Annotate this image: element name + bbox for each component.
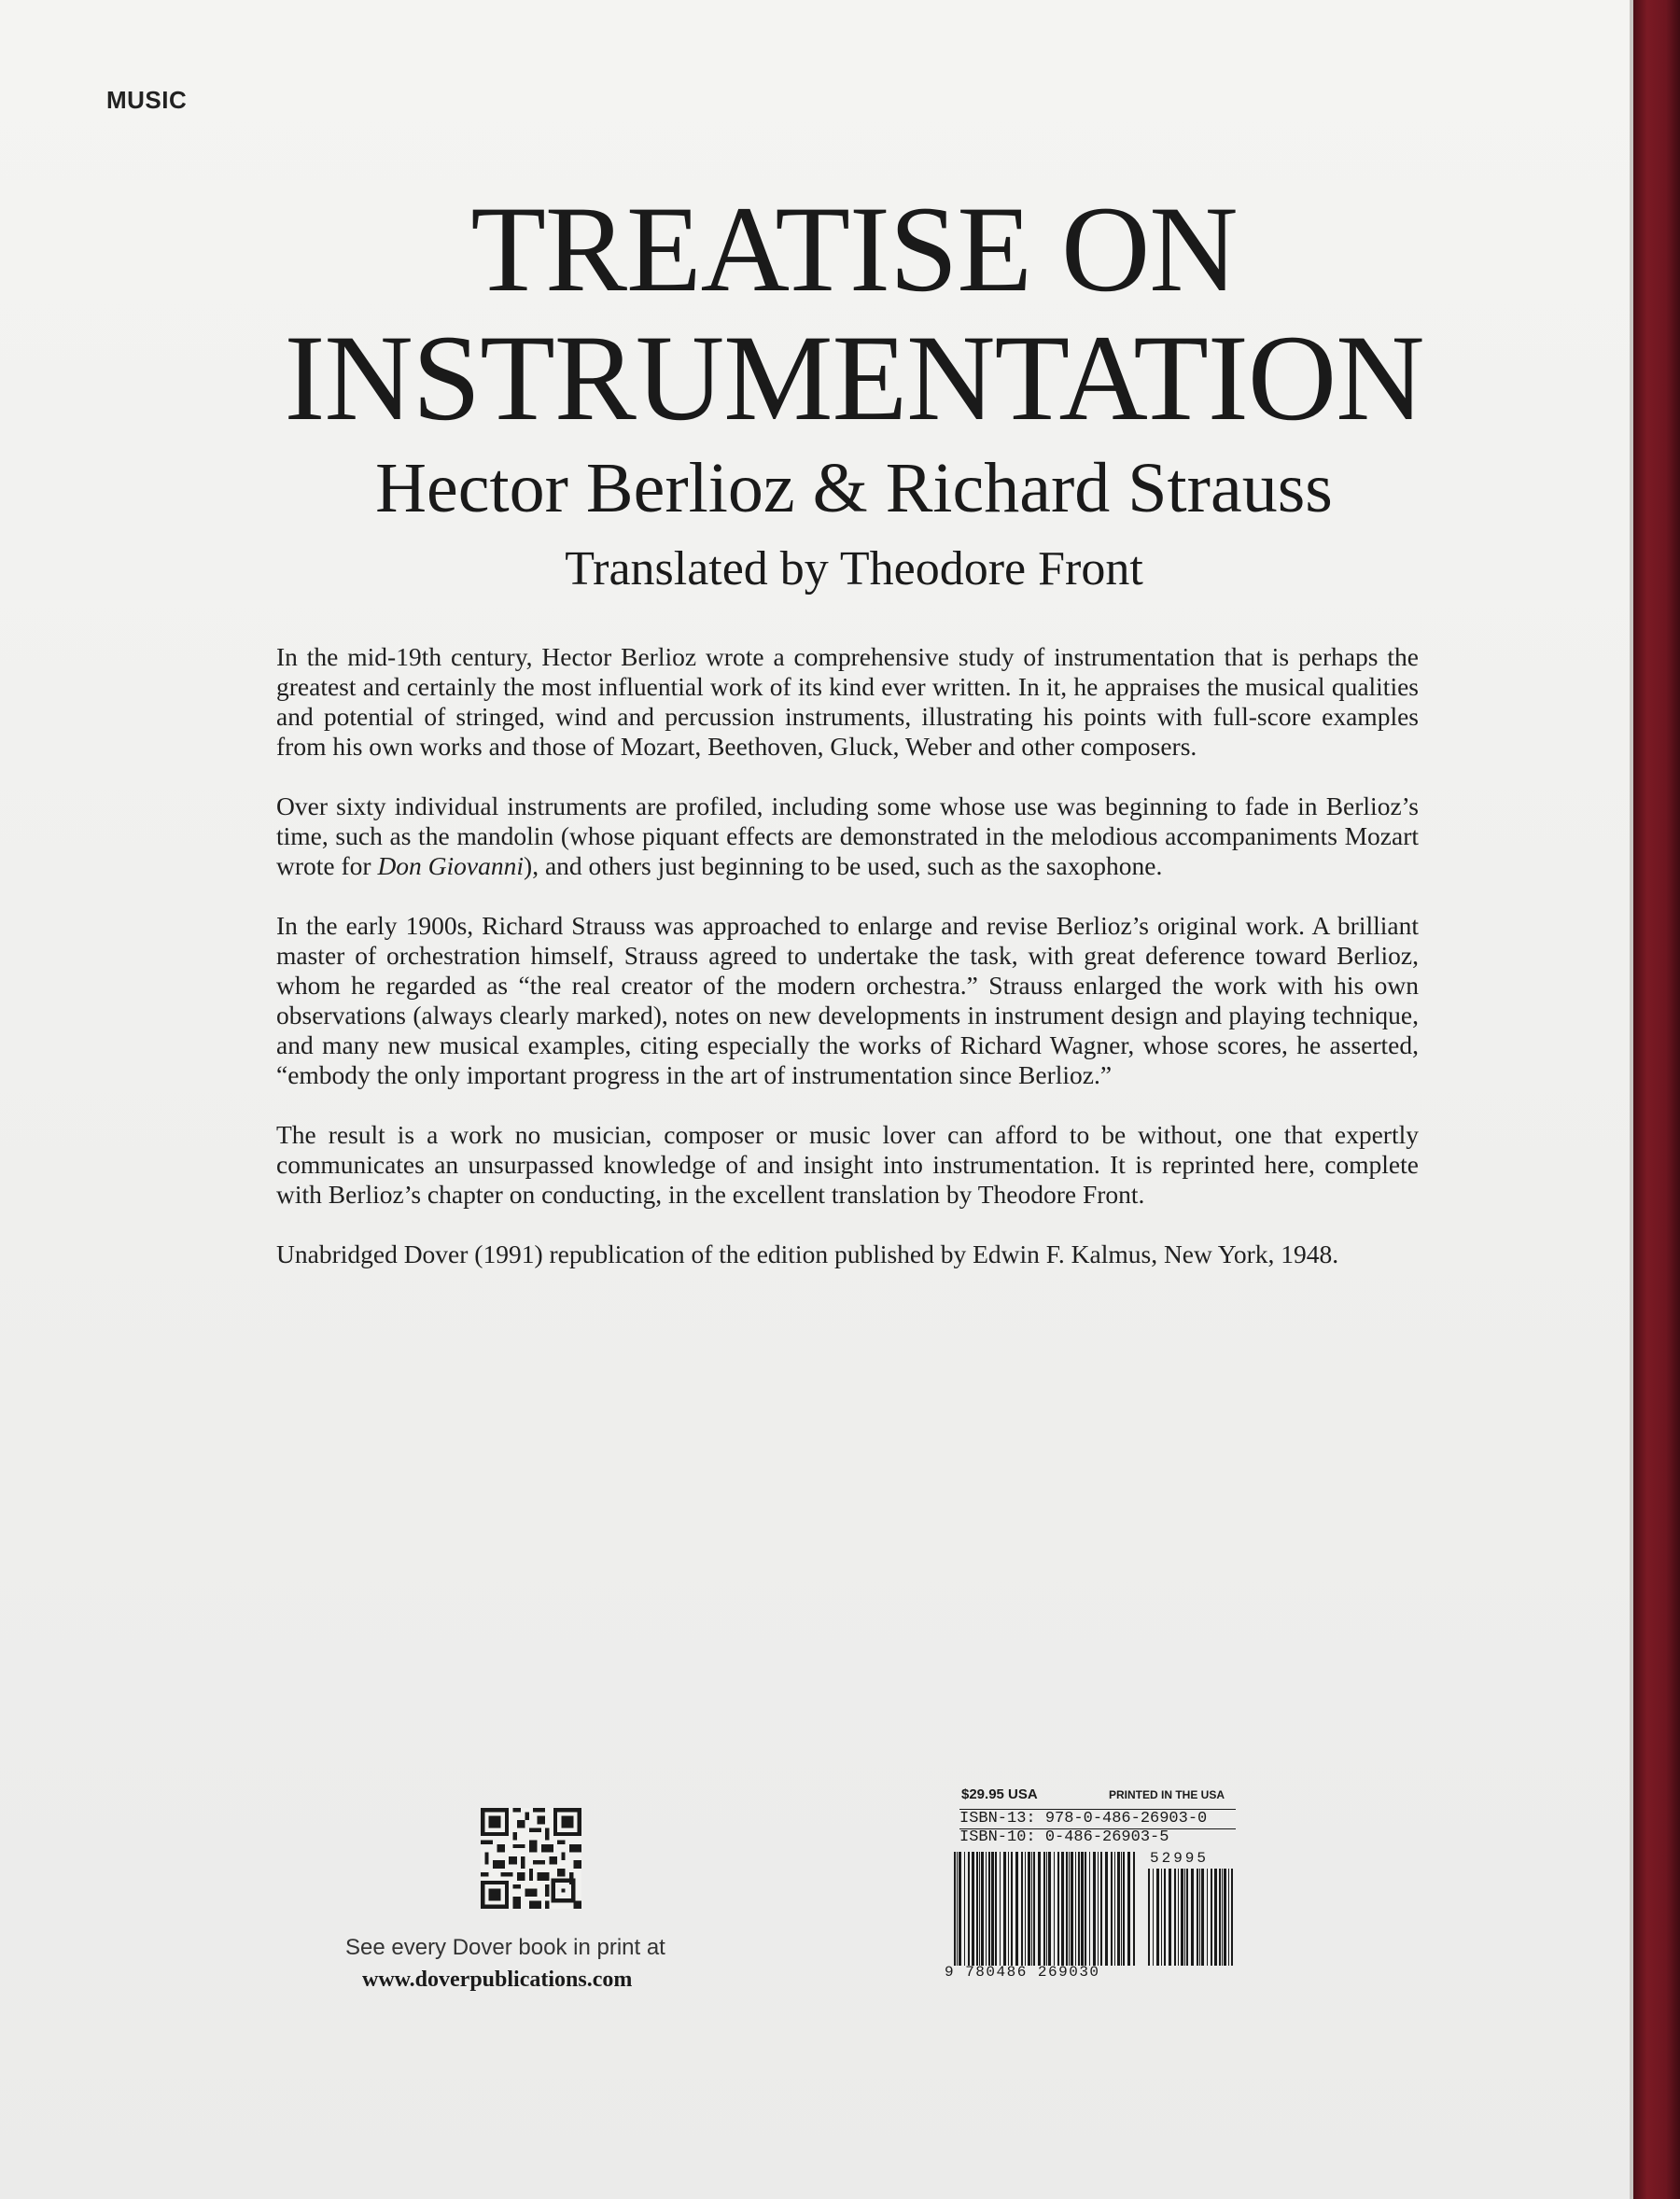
- p2-text-before: Over sixty individual instruments are profiled, including some whose use was beginning to fade in Berlioz’s time, such as the mandolin (whose piquant effects are demonstrated in the melodious accompaniments Mozart wrote for: [276, 791, 1419, 880]
- isbn-13: ISBN-13: 978-0-486-26903-0: [959, 1809, 1236, 1829]
- dover-promo-text: See every Dover book in print at: [345, 1935, 665, 1960]
- description-paragraph-5: Unabridged Dover (1991) republication of the edition published by Edwin F. Kalmus, New York, 1948.: [276, 1240, 1339, 1268]
- description-paragraph-3: In the early 1900s, Richard Strauss was approached to enlarge and revise Berlioz’s original work. A brilliant master of orchestration himself, Strauss agreed to undertake the task, with great deference toward Berlioz, whom he regarded as “the real creator of the modern orchestra.” Strauss enlarged the work with his own observations (always clearly marked), notes on new developments in instrument design and playing technique, and many new musical examples, citing especially the works of Richard Wagner, whose scores, he asserted, “embody the only important progress in the art of instrumentation since Berlioz.”: [276, 911, 1419, 1089]
- printed-in: PRINTED IN THE USA: [1109, 1788, 1225, 1801]
- p2-italic-title: Don Giovanni: [377, 851, 525, 880]
- title-line-1: TREATISE ON: [470, 180, 1238, 317]
- barcode-addon-icon: [1148, 1869, 1234, 1966]
- barcode-digits: 9 780486 269030: [945, 1964, 1100, 1981]
- qr-code-icon: [481, 1808, 581, 1909]
- barcode-icon: [954, 1852, 1137, 1966]
- description-paragraph-4: The result is a work no musician, composer or music lover can afford to be without, one that expertly communicates an unsurpassed knowledge of and insight into instrumentation. It is reprinted here, complete with Berlioz’s chapter on conducting, in the excellent translation by Theodore Front.: [276, 1120, 1419, 1209]
- description-paragraph-2: [276, 791, 1419, 881]
- p2-text-after: ), and others just beginning to be used, such as the saxophone.: [524, 851, 1163, 880]
- isbn-10: ISBN-10: 0-486-26903-5: [959, 1828, 1169, 1846]
- translator: Translated by Theodore Front: [565, 542, 1143, 595]
- title-line-2: INSTRUMENTATION: [284, 309, 1424, 446]
- category-label: MUSIC: [106, 86, 188, 114]
- barcode-addon-number: 52995: [1150, 1850, 1210, 1867]
- authors: Hector Berlioz & Richard Strauss: [375, 449, 1333, 527]
- description-paragraph-1: In the mid-19th century, Hector Berlioz wrote a comprehensive study of instrumentation that is perhaps the greatest and certainly the most influential work of its kind ever written. In it, he appraises the musical qualities and potential of stringed, wind and percussion instruments, illustrating his points with full-score examples from his own works and those of Mozart, Beethoven, Gluck, Weber and other composers.: [276, 642, 1419, 761]
- description: [276, 642, 1419, 1299]
- price: $29.95 USA: [961, 1786, 1038, 1802]
- dover-url: www.doverpublications.com: [362, 1968, 633, 1992]
